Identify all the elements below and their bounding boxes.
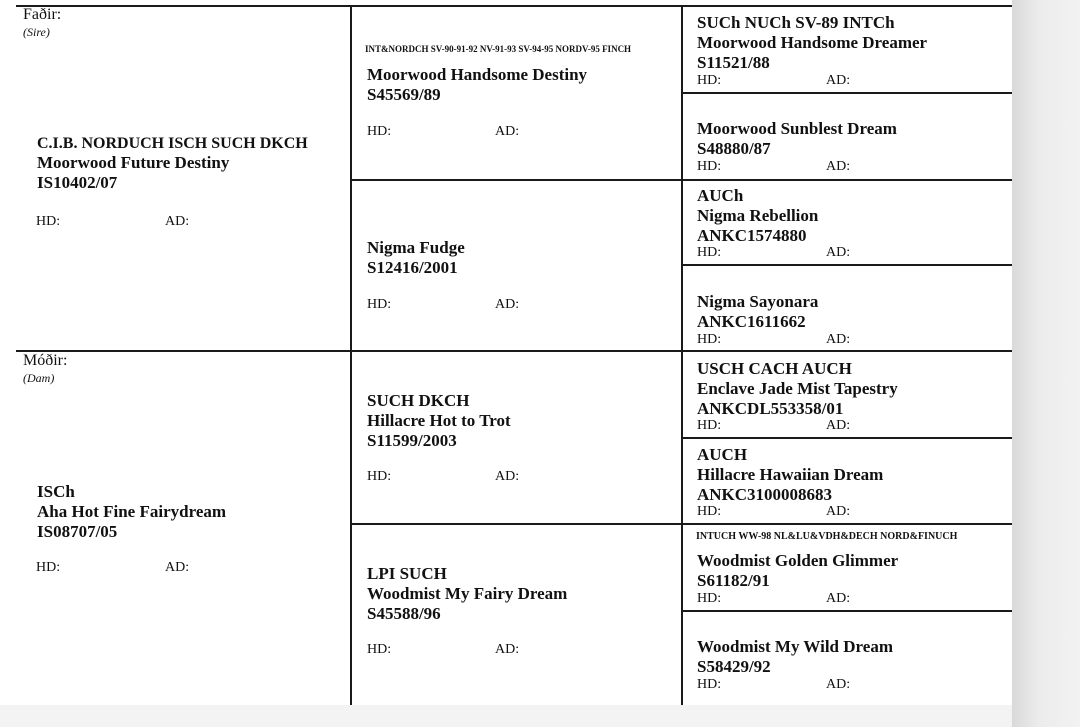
gen2-3-hd: HD:: [367, 469, 392, 484]
gen3-1-hd: HD:: [697, 73, 722, 88]
gen2-4-ad: AD:: [495, 642, 520, 657]
gen2-2-entry: [367, 238, 465, 278]
sire-dam-divider: [16, 350, 1012, 352]
gen3-3-title: AUCh: [697, 186, 744, 205]
gen3-4-reg: ANKC1611662: [697, 312, 806, 331]
gen3-5-entry: [697, 359, 898, 419]
sire-ad: AD:: [165, 214, 190, 229]
gen2-2-ad: AD:: [495, 297, 520, 312]
dam-reg: IS08707/05: [37, 522, 118, 541]
gen3-7-reg: S61182/91: [697, 571, 770, 590]
gen3-2-hd: HD:: [697, 159, 722, 174]
gen3-4-ad: AD:: [826, 332, 851, 347]
gen3-8-hd: HD:: [697, 677, 722, 692]
gen3-2-reg: S48880/87: [697, 139, 771, 158]
gen3-5-ad: AD:: [826, 418, 851, 433]
page-edge: [1012, 0, 1080, 727]
gen3-7-hd: HD:: [697, 591, 722, 606]
gen2-1-title: INT&NORDCH SV-90-91-92 NV-91-93 SV-94-95 NORDV-95 FINCH: [365, 44, 632, 54]
gen3-6-hd: HD:: [697, 504, 722, 519]
gen2-1-entry: [367, 65, 587, 105]
gen3-4-entry: [697, 292, 818, 332]
gen3-4-name: Nigma Sayonara: [697, 292, 819, 311]
gen2-divider-top: [350, 179, 1012, 181]
sire-title: C.I.B. NORDUCH ISCH SUCH DKCH: [37, 135, 308, 152]
gen2-2-reg: S12416/2001: [367, 258, 458, 277]
gen2-3-reg: S11599/2003: [367, 431, 457, 450]
gen2-3-name: Hillacre Hot to Trot: [367, 411, 511, 430]
gen2-1-hd: HD:: [367, 124, 392, 139]
gen3-divider-7: [681, 610, 1012, 612]
gen3-3-ad: AD:: [826, 245, 851, 260]
gen3-7-name: Woodmist Golden Glimmer: [697, 551, 899, 570]
sire-sub-label: (Sire): [23, 25, 50, 39]
gen3-1-entry: [697, 13, 927, 73]
dam-title: ISCh: [37, 482, 75, 501]
gen3-6-title: AUCH: [697, 445, 748, 464]
dam-entry: [37, 482, 226, 542]
gen3-6-name: Hillacre Hawaiian Dream: [697, 465, 884, 484]
column-divider-2: [681, 5, 683, 705]
gen2-4-name: Woodmist My Fairy Dream: [367, 584, 568, 603]
gen3-3-name: Nigma Rebellion: [697, 206, 819, 225]
gen2-3-title: SUCH DKCH: [367, 391, 470, 410]
gen3-divider-1: [681, 92, 1012, 94]
gen2-4-entry: [367, 564, 567, 624]
gen3-divider-5: [681, 437, 1012, 439]
gen3-3-hd: HD:: [697, 245, 722, 260]
gen3-5-name: Enclave Jade Mist Tapestry: [697, 379, 898, 398]
sire-entry: [37, 135, 308, 193]
gen3-8-name: Woodmist My Wild Dream: [697, 637, 893, 656]
gen3-8-entry: [697, 637, 893, 677]
sire-name: Moorwood Future Destiny: [37, 153, 230, 172]
gen3-8-reg: S58429/92: [697, 657, 771, 676]
gen2-1-name: Moorwood Handsome Destiny: [367, 65, 588, 84]
dam-ad: AD:: [165, 560, 190, 575]
gen3-5-reg: ANKCDL553358/01: [697, 399, 844, 418]
gen3-5-hd: HD:: [697, 418, 722, 433]
gen3-3-entry: [697, 186, 818, 246]
gen2-4-title: LPI SUCH: [367, 564, 447, 583]
gen3-8-ad: AD:: [826, 677, 851, 692]
gen3-7-title: INTUCH WW-98 NL&LU&VDH&DECH NORD&FINUCH: [696, 531, 958, 542]
gen2-1-ad: AD:: [495, 124, 520, 139]
gen2-3-entry: [367, 391, 511, 451]
gen2-2-hd: HD:: [367, 297, 392, 312]
dam-hd: HD:: [36, 560, 61, 575]
gen3-1-ad: AD:: [826, 73, 851, 88]
page-bottom: [0, 705, 1012, 727]
gen2-3-ad: AD:: [495, 469, 520, 484]
sire-label: Faðir:: [23, 6, 62, 23]
gen3-4-hd: HD:: [697, 332, 722, 347]
gen3-6-entry: [697, 445, 883, 505]
gen3-6-reg: ANKC3100008683: [697, 485, 833, 504]
gen2-4-reg: S45588/96: [367, 604, 441, 623]
dam-label: Móðir:: [23, 352, 68, 369]
dam-sub-label: (Dam): [23, 371, 55, 385]
column-divider-1: [350, 5, 352, 705]
gen3-3-reg: ANKC1574880: [697, 226, 807, 245]
gen3-2-entry: [697, 119, 897, 159]
gen2-4-hd: HD:: [367, 642, 392, 657]
gen3-7-ad: AD:: [826, 591, 851, 606]
top-border: [16, 5, 1012, 7]
gen3-divider-3: [681, 264, 1012, 266]
gen3-1-name: Moorwood Handsome Dreamer: [697, 33, 928, 52]
gen3-6-ad: AD:: [826, 504, 851, 519]
gen2-divider-bottom: [350, 523, 1012, 525]
dam-name: Aha Hot Fine Fairydream: [37, 502, 227, 521]
gen3-7-entry: [697, 551, 898, 591]
gen3-2-ad: AD:: [826, 159, 851, 174]
gen3-1-reg: S11521/88: [697, 53, 770, 72]
gen3-2-name: Moorwood Sunblest Dream: [697, 119, 897, 138]
gen3-5-title: USCH CACH AUCH: [697, 359, 852, 378]
gen2-1-reg: S45569/89: [367, 85, 441, 104]
gen3-1-title: SUCh NUCh SV-89 INTCh: [697, 13, 895, 32]
sire-reg: IS10402/07: [37, 173, 118, 192]
sire-hd: HD:: [36, 214, 61, 229]
gen2-2-name: Nigma Fudge: [367, 238, 465, 257]
